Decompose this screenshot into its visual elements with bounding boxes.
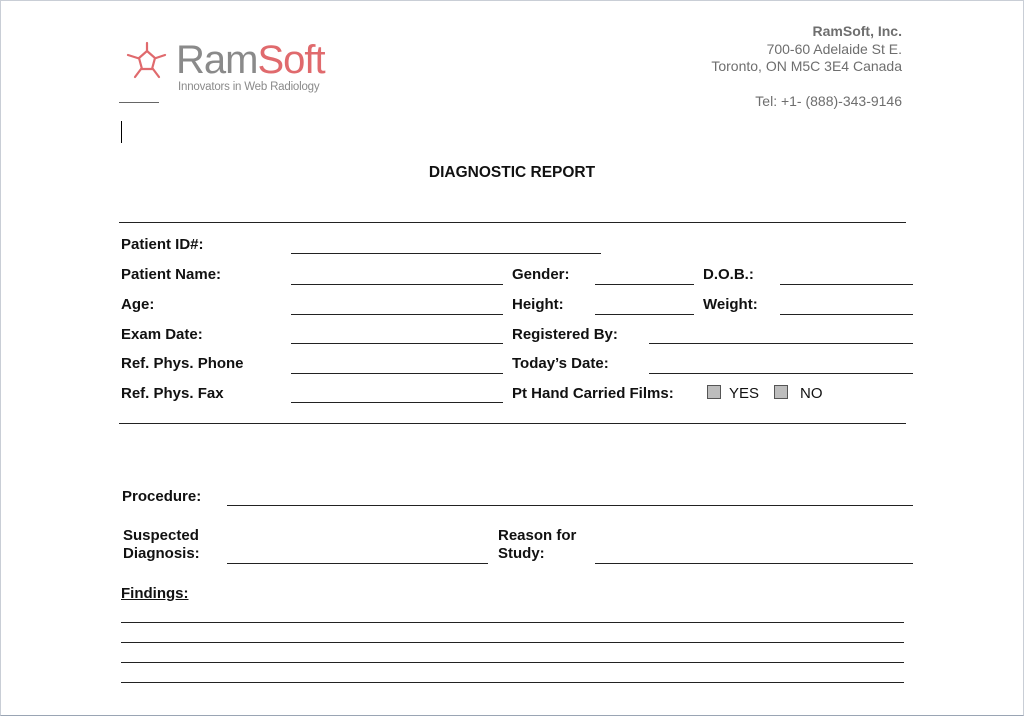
company-address-line-1: 700-60 Adelaide St E. [766,40,902,57]
suspected-diagnosis-label-line-1: Suspected [123,527,199,544]
todays-date-field[interactable] [649,373,913,374]
company-name: RamSoft, Inc. [812,23,902,39]
report-title: DIAGNOSTIC REPORT [428,164,596,181]
findings-line[interactable] [121,622,904,623]
reason-for-study-label-line-2: Study: [498,545,545,562]
height-label: Height: [512,296,564,313]
weight-label: Weight: [703,296,758,313]
reason-for-study-field[interactable] [595,563,913,564]
gender-label: Gender: [512,266,570,283]
company-address-line-2: Toronto, ON M5C 3E4 Canada [711,58,902,74]
logo-underline [119,102,159,103]
registered-by-label: Registered By: [512,326,618,343]
dob-label: D.O.B.: [703,266,754,283]
patient-id-label: Patient ID#: [121,236,204,253]
ref-phys-fax-field[interactable] [291,402,503,403]
no-option-label: NO [800,385,823,402]
logo-tagline: Innovators in Web Radiology [178,81,320,93]
age-label: Age: [121,296,155,313]
company-info [711,23,902,110]
height-field[interactable] [595,314,694,315]
exam-date-field[interactable] [291,343,503,344]
reason-for-study-label-line-1: Reason for [498,527,577,544]
section-divider-top [119,222,906,223]
company-phone: Tel: +1- (888)-343-9146 [755,92,902,109]
procedure-label: Procedure: [122,488,202,505]
ramsoft-logo-icon [125,41,169,81]
findings-label: Findings: [121,585,189,602]
suspected-diagnosis-label-line-2: Diagnosis: [123,545,200,562]
exam-date-label: Exam Date: [121,326,203,343]
patient-name-label: Patient Name: [121,266,222,283]
hand-carried-films-label: Pt Hand Carried Films: [512,385,674,402]
suspected-diagnosis-field[interactable] [227,563,488,564]
text-cursor [121,121,122,143]
dob-field[interactable] [780,284,913,285]
patient-name-field[interactable] [291,284,503,285]
registered-by-field[interactable] [649,343,913,344]
ref-phys-phone-label: Ref. Phys. Phone [121,355,244,372]
age-field[interactable] [291,314,503,315]
findings-line[interactable] [121,682,904,683]
gender-field[interactable] [595,284,694,285]
no-checkbox[interactable] [774,385,788,399]
findings-line[interactable] [121,642,904,643]
weight-field[interactable] [780,314,913,315]
ref-phys-phone-field[interactable] [291,373,503,374]
yes-option-label: YES [729,385,760,402]
todays-date-label: Today’s Date: [512,355,609,372]
patient-id-field[interactable] [291,253,601,254]
section-divider-bottom [119,423,906,424]
logo-wordmark: RamSoft [176,38,325,82]
procedure-field[interactable] [227,505,913,506]
yes-checkbox[interactable] [707,385,721,399]
findings-line[interactable] [121,662,904,663]
ref-phys-fax-label: Ref. Phys. Fax [121,385,224,402]
